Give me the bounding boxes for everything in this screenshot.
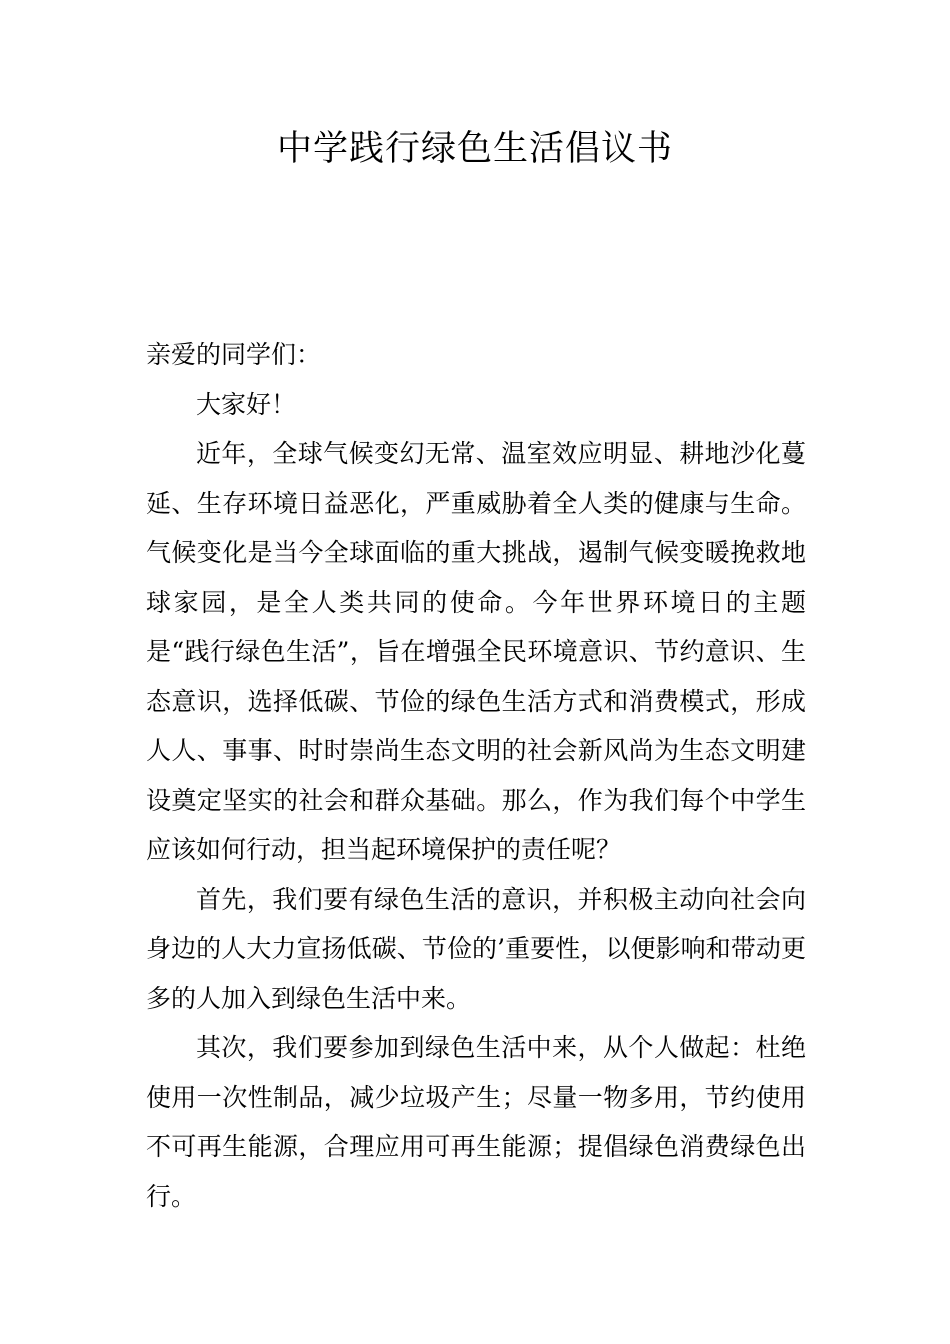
paragraph-intro: 近年，全球气候变幻无常、温室效应明显、耕地沙化蔓延、生存环境日益恶化，严重威胁着全人类的健康与生命。气候变化是当今全球面临的重大挑战，遏制气候变暖挽救地球家园，是全人类共同的使命。今年世界环境日的主题是“践行绿色生活”，旨在增强全民环境意识、节约意识、生态意识，选择低碳、节俭的绿色生活方式和消费模式，形成人人、事事、时时崇尚生态文明的社会新风尚为生态文明建设奠定坚实的社会和群众基础。那么，作为我们每个中学生应该如何行动，担当起环境保护的责任呢？ (146, 439, 806, 864)
paragraph-second: 其次，我们要参加到绿色生活中来，从个人做起：杜绝使用一次性制品，减少垃圾产生；尽量一物多用，节约使用不可再生能源，合理应用可再生能源；提倡绿色消费绿色出行。 (146, 1033, 806, 1211)
salutation: 亲爱的同学们： (146, 340, 322, 369)
document-body (146, 330, 806, 1221)
greeting: 大家好！ (196, 389, 297, 419)
document-title: 中学践行绿色生活倡议书 (276, 129, 673, 169)
paragraph-first: 首先，我们要有绿色生活的意识，并积极主动向社会向身边的人大力宣扬低碳、节俭的’重要性，以便影响和带动更多的人加入到绿色生活中来。 (146, 884, 806, 1013)
